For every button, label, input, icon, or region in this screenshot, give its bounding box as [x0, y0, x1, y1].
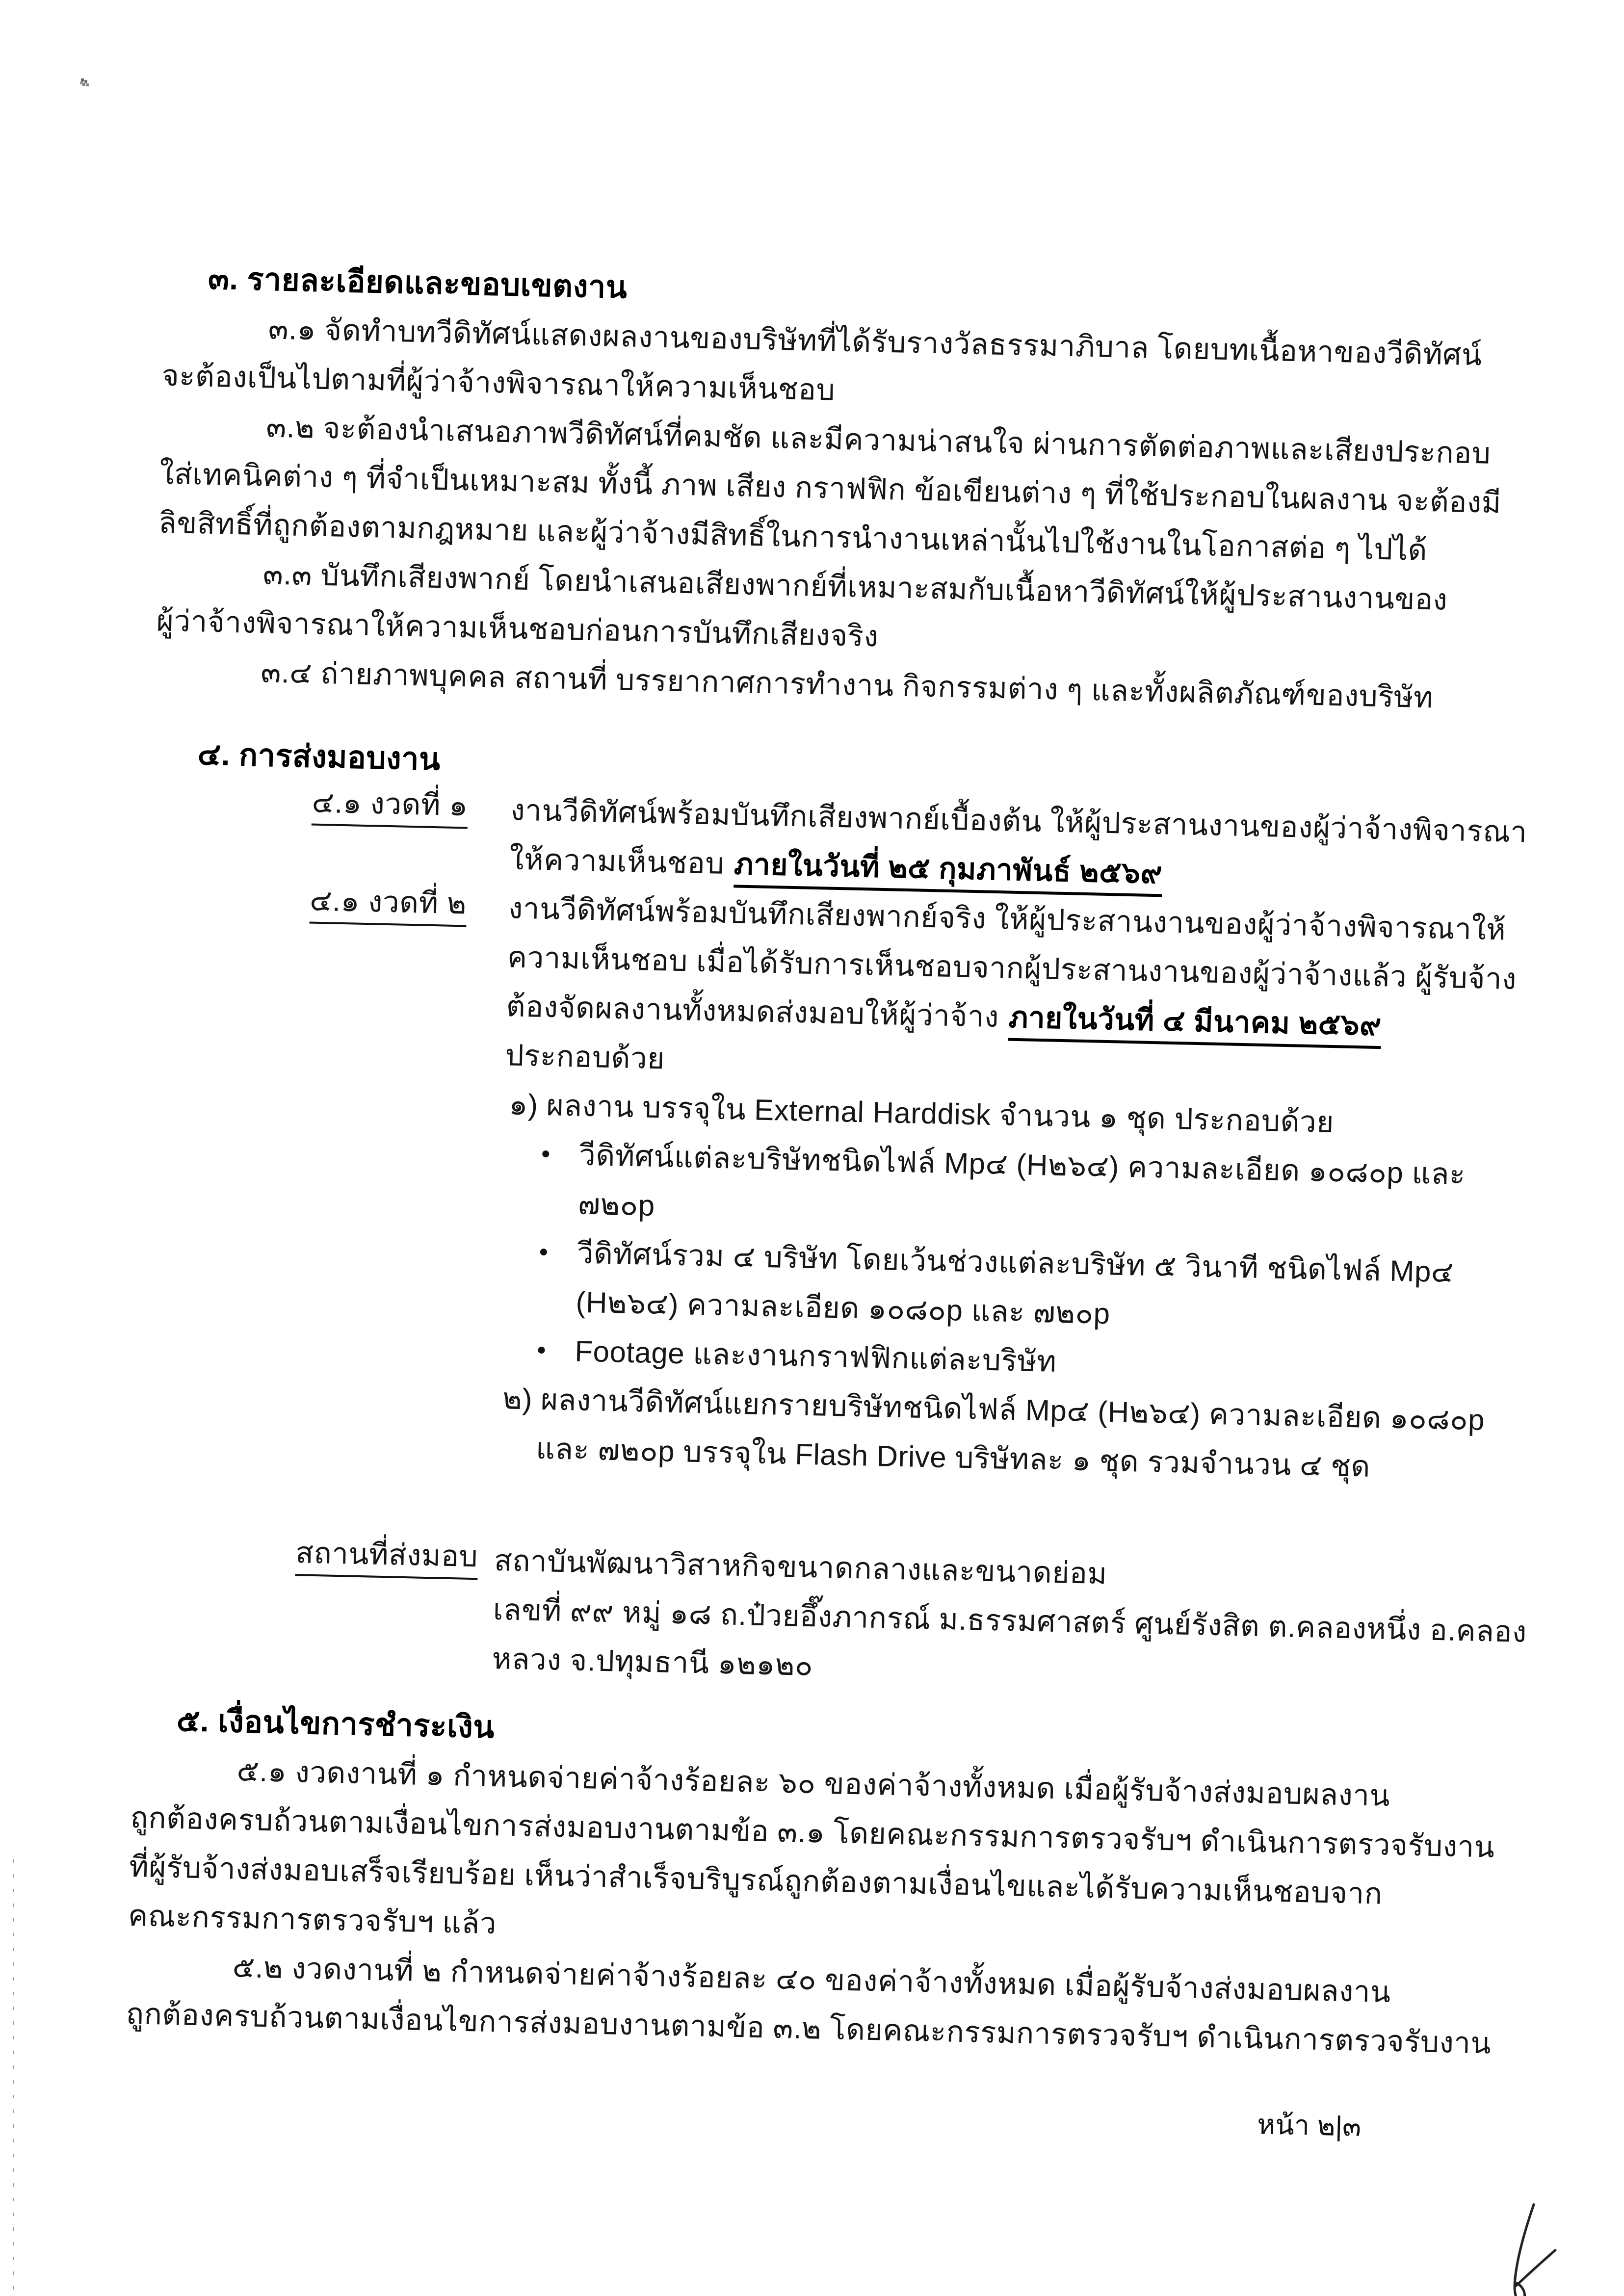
bullet3-line1: Footage และงานกราฟฟิกแต่ละบริษัท: [574, 1334, 1057, 1378]
section5-heading: ๕. เงื่อนไขการชำระเงิน: [176, 1703, 495, 1745]
section5-p51-line4: คณะกรรมการตรวจรับฯ แล้ว: [128, 1899, 497, 1940]
section4-item1-line2-text: ให้ความเห็นชอบ: [509, 842, 725, 880]
section4-item2-line2: ความเห็นชอบ เมื่อได้รับการเห็นชอบจากผู้ประสานงานของผู้ว่าจ้างแล้ว ผู้รับจ้าง: [507, 940, 1517, 996]
scan-edge-artifact: [13, 1859, 14, 2296]
section3-p31-line1: ๓.๑ จัดทำบทวีดิทัศน์แสดงผลงานของบริษัทที่ได้รับรางวัลธรรมาภิบาล โดยบทเนื้อหาของวีดิทัศน์: [268, 312, 1483, 372]
section5-p51-line2: ถูกต้องครบถ้วนตามเงื่อนไขการส่งมอบงานตามข้อ ๓.๑ โดยคณะกรรมการตรวจรับฯ ดำเนินการตรวจรับงาน: [130, 1800, 1495, 1864]
section4-heading: ๔. การส่งมอบงาน: [197, 737, 441, 777]
deliverable-2-line2: และ ๗๒๐p บรรจุใน Flash Drive บริษัทละ ๑ ชุด รวมจำนวน ๔ ชุด: [535, 1432, 1371, 1483]
bullet-dot: [538, 1347, 545, 1354]
page-number: หน้า ๒|๓: [1257, 2109, 1362, 2142]
deadline-date-2: ภายในวันที่ ๔ มีนาคม ๒๕๖๙: [1008, 997, 1382, 1049]
section4-item2-label: ๔.๑ งวดที่ ๒: [309, 879, 467, 927]
bullet2-line1: วีดิทัศน์รวม ๔ บริษัท โดยเว้นช่วงแต่ละบริษัท ๕ วินาที ชนิดไฟล์ Mp๔: [576, 1236, 1454, 1289]
bullet1-line2: ๗๒๐p: [577, 1187, 655, 1222]
delivery-place-label: สถานที่ส่งมอบ: [295, 1532, 478, 1580]
deliverable-1-line: ๑) ผลงาน บรรจุใน External Harddisk จำนวน ๑ ชุด ประกอบด้วย: [508, 1088, 1335, 1139]
section5-p51-line1: ๕.๑ งวดงานที่ ๑ กำหนดจ่ายค่าจ้างร้อยละ ๖๐ ของค่าจ้างทั้งหมด เมื่อผู้รับจ้างส่งมอบผลงาน: [236, 1754, 1390, 1812]
section5-p52-line1: ๕.๒ งวดงานที่ ๒ กำหนดจ่ายค่าจ้างร้อยละ ๔๐ ของค่าจ้างทั้งหมด เมื่อผู้รับจ้างส่งมอบผลงาน: [232, 1950, 1391, 2009]
delivery-address-line2: หลวง จ.ปทุมธานี ๑๒๑๒๐: [492, 1642, 813, 1682]
section4-item2-line3-text: ต้องจัดผลงานทั้งหมดส่งมอบให้ผู้ว่าจ้าง: [506, 990, 999, 1034]
scan-speck: [81, 78, 84, 81]
bullet-dot: [542, 1150, 549, 1157]
section3-heading: ๓. รายละเอียดและขอบเขตงาน: [208, 261, 628, 305]
section5-p51-line3: ที่ผู้รับจ้างส่งมอบเสร็จเรียบร้อย เห็นว่าสำเร็จบริบูรณ์ถูกต้องตามเงื่อนไขและได้รับความเห็นชอบจาก: [129, 1850, 1383, 1910]
section4-item1-label: ๔.๑ งวดที่ ๑: [312, 782, 469, 829]
section3-p32-line3: ลิขสิทธิ์ที่ถูกต้องตามกฎหมาย และผู้ว่าจ้างมีสิทธิ์ในการนำงานเหล่านั้นไปใช้งานในโอกาสต่อ ๆ ไปได้: [158, 506, 1428, 567]
section3-p34-line1: ๓.๔ ถ่ายภาพบุคคล สถานที่ บรรยากาศการทำงาน กิจกรรมต่าง ๆ และทั้งผลิตภัณฑ์ของบริษัท: [260, 655, 1434, 714]
section3-p33-line1: ๓.๓ บันทึกเสียงพากย์ โดยนำเสนอเสียงพากย์ที่เหมาะสมกับเนื้อหาวีดิทัศน์ให้ผู้ประสานงานของ: [262, 557, 1448, 616]
section3-p32-line1: ๓.๒ จะต้องนำเสนอภาพวีดิทัศน์ที่คมชัด และมีความน่าสนใจ ผ่านการตัดต่อภาพและเสียงประกอบ: [265, 410, 1492, 470]
delivery-address-line1: เลขที่ ๙๙ หมู่ ๑๘ ถ.ป๋วยอึ๊งภากรณ์ ม.ธรรมศาสตร์ ศูนย์รังสิต ต.คลองหนึ่ง อ.คลอง: [493, 1592, 1527, 1648]
section4-item1-line1: งานวีดิทัศน์พร้อมบันทึกเสียงพากย์เบื้องต้น ให้ผู้ประสานงานของผู้ว่าจ้างพิจารณา: [510, 793, 1528, 849]
section3-p33-line2: ผู้ว่าจ้างพิจารณาให้ความเห็นชอบก่อนการบันทึกเสียงจริง: [156, 604, 879, 653]
bullet2-line2: (H๒๖๔) ความละเอียด ๑๐๘๐p และ ๗๒๐p: [575, 1285, 1111, 1331]
deliverable-2-line1: ๒) ผลงานวีดิทัศน์แยกรายบริษัทชนิดไฟล์ Mp๔ (H๒๖๔) ความละเอียด ๑๐๘๐p: [502, 1382, 1485, 1436]
section4-item2-line4: ประกอบด้วย: [504, 1039, 665, 1075]
section5-p52-line2: ถูกต้องครบถ้วนตามเงื่อนไขการส่งมอบงานตามข้อ ๓.๒ โดยคณะกรรมการตรวจรับฯ ดำเนินการตรวจรับงาน: [126, 1997, 1492, 2060]
deadline-date-1: ภายในวันที่ ๒๕ กุมภาพันธ์ ๒๕๖๙: [733, 843, 1163, 897]
section3-p32-line2: ใส่เทคนิคต่าง ๆ ที่จำเป็นเหมาะสม ทั้งนี้ ภาพ เสียง กราฟฟิก ข้อเขียนต่าง ๆ ที่ใช้ประกอบในผลงาน จะต้องมี: [159, 457, 1502, 520]
bullet-dot: [540, 1249, 547, 1255]
section3-p31-line2: จะต้องเป็นไปตามที่ผู้ว่าจ้างพิจารณาให้ความเห็นชอบ: [161, 359, 836, 407]
bullet1-line1: วีดิทัศน์แต่ละบริษัทชนิดไฟล์ Mp๔ (H๒๖๔) ความละเอียด ๑๐๘๐p และ: [578, 1138, 1466, 1191]
section4-item2-line1: งานวีดิทัศน์พร้อมบันทึกเสียงพากย์จริง ให้ผู้ประสานงานของผู้ว่าจ้างพิจารณาให้: [508, 891, 1507, 946]
delivery-place-name: สถาบันพัฒนาวิสาหกิจขนาดกลางและขนาดย่อม: [494, 1544, 1108, 1591]
signature-mark: [1486, 2201, 1567, 2296]
